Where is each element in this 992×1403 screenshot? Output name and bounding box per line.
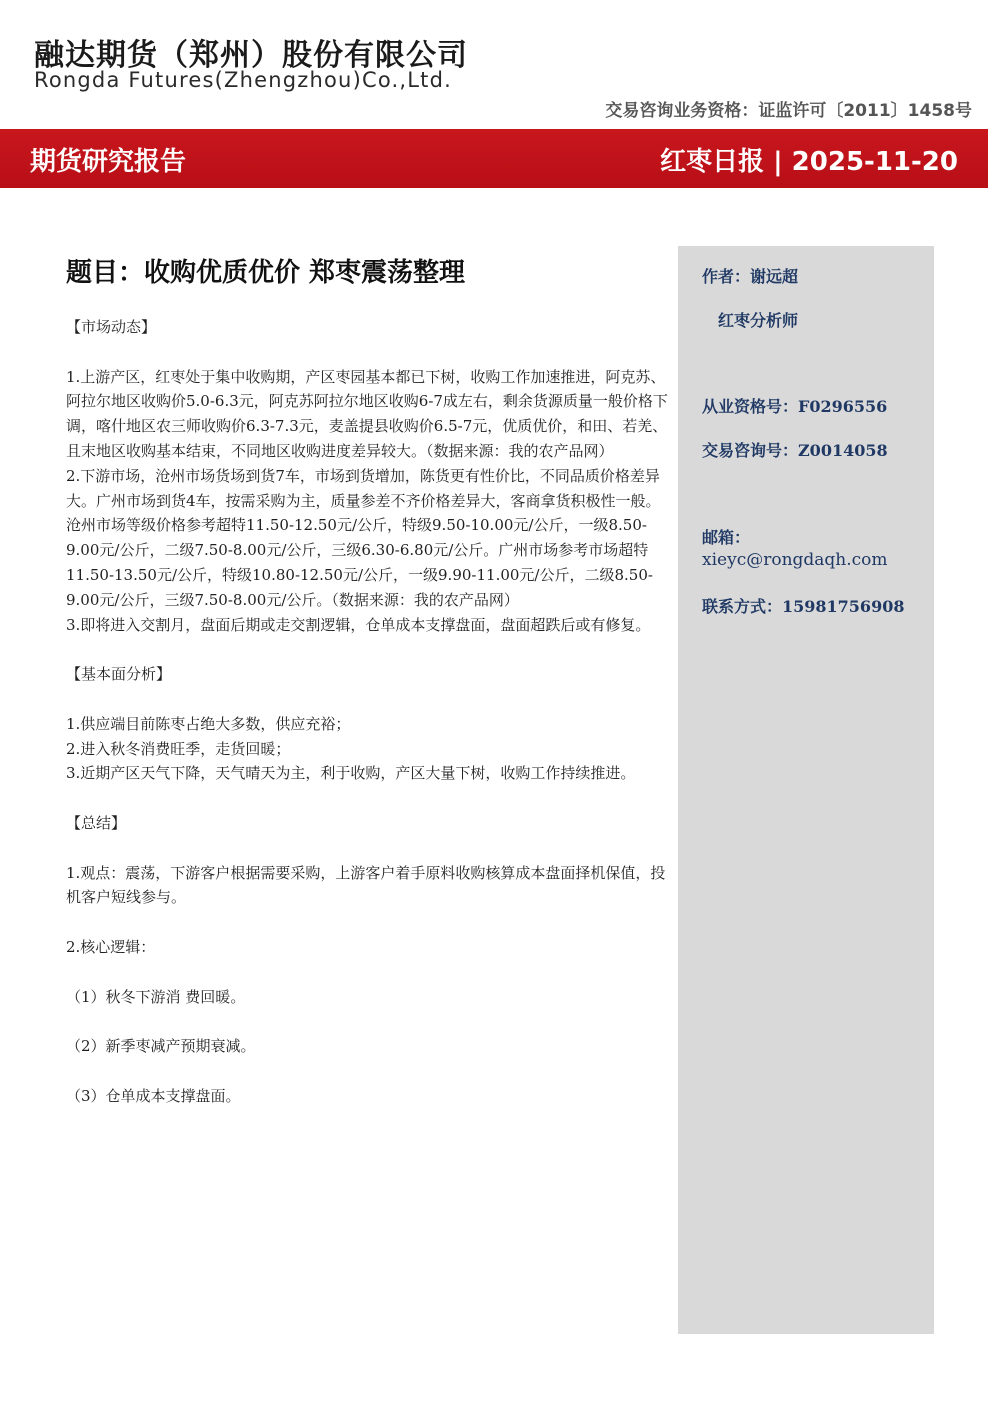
report-title: 题目：收购优质优价 郑枣震荡整理 [66,258,466,288]
fundamental-paragraph-1: 1.供应端目前陈枣占绝大多数，供应充裕； [66,714,351,733]
report-banner [0,129,988,188]
email-label: 邮箱： [702,528,751,547]
section-heading-summary: 【总结】 [66,813,127,832]
market-paragraph-1: 1.上游产区，红枣处于集中收购期，产区枣园基本都已下树，收购工作加速推进，阿克苏、阿拉尔地区收购价5.0-6.3元，阿克苏阿拉尔地区收购6-7成左右，剩余货源质量一般价格下调，喀什地区农三师收购价6.3-7.3元，麦盖提县收购价6.5-7元，优质优价，和田、若羌、且末地区收购基本结束，不同地区收购进度差异较大。（数据来源：我的农产品网） [66,367,668,460]
company-name-cn: 融达期货（郑州）股份有限公司 [34,38,468,73]
summary-item-2: （2）新季枣减产预期衰减。 [66,1037,256,1056]
consult-number: 交易咨询号：Z0014058 [702,441,888,460]
author-name: 作者：谢远超 [702,267,799,286]
fundamental-paragraph-3: 3.近期产区天气下降，天气晴天为主，利于收购，产区大量下树，收购工作持续推进。 [66,764,636,783]
summary-paragraph-2: 2.核心逻辑： [66,937,156,956]
market-paragraph-2: 2.下游市场，沧州市场货场到货7车，市场到货增加，陈货更有性价比，不同品质价格差异大。广州市场到货4车，按需采购为主，质量参差不齐价格差异大，客商拿货积极性一般。沧州市场等级价格参考超特11.50-12.50元/公斤，特级9.50-10.00元/公斤，一级8.50-9.00元/公斤，二级7.50-8.00元/公斤，三级6.30-6.80元/公斤。广州市场参考市场超特11.50-13.50元/公斤，特级10.80-12.50元/公斤，一级9.90-11.00元/公斤，二级8.50-9.00元/公斤，三级7.50-8.00元/公斤。（数据来源：我的农产品网） [66,466,661,609]
license-number: 从业资格号：F0296556 [702,397,888,416]
email-address[interactable]: xieyc@rongdaqh.com [702,550,888,570]
author-role: 红枣分析师 [718,311,799,330]
summary-paragraph-1: 1.观点：震荡，下游客户根据需要采购，上游客户着手原料收购核算成本盘面择机保值，投机客户短线参与。 [66,863,666,907]
section-heading-market: 【市场动态】 [66,318,157,336]
section-heading-fundamental: 【基本面分析】 [66,665,172,684]
contact-phone: 联系方式：15981756908 [702,597,905,616]
report-name-date: 红枣日报 | 2025-11-20 [660,147,958,177]
company-name-en: Rongda Futures(Zhengzhou)Co.,Ltd. [34,68,452,92]
business-qualification: 交易咨询业务资格：证监许可〔2011〕1458号 [605,101,972,121]
summary-item-3: （3）仓单成本支撑盘面。 [66,1086,241,1105]
report-type: 期货研究报告 [30,147,187,177]
fundamental-paragraph-2: 2.进入秋冬消费旺季，走货回暖； [66,739,291,758]
summary-item-1: （1）秋冬下游消 费回暖。 [66,987,246,1006]
report-body [66,315,670,1109]
market-paragraph-3: 3.即将进入交割月，盘面后期或走交割逻辑，仓单成本支撑盘面，盘面超跌后或有修复。 [66,615,651,634]
